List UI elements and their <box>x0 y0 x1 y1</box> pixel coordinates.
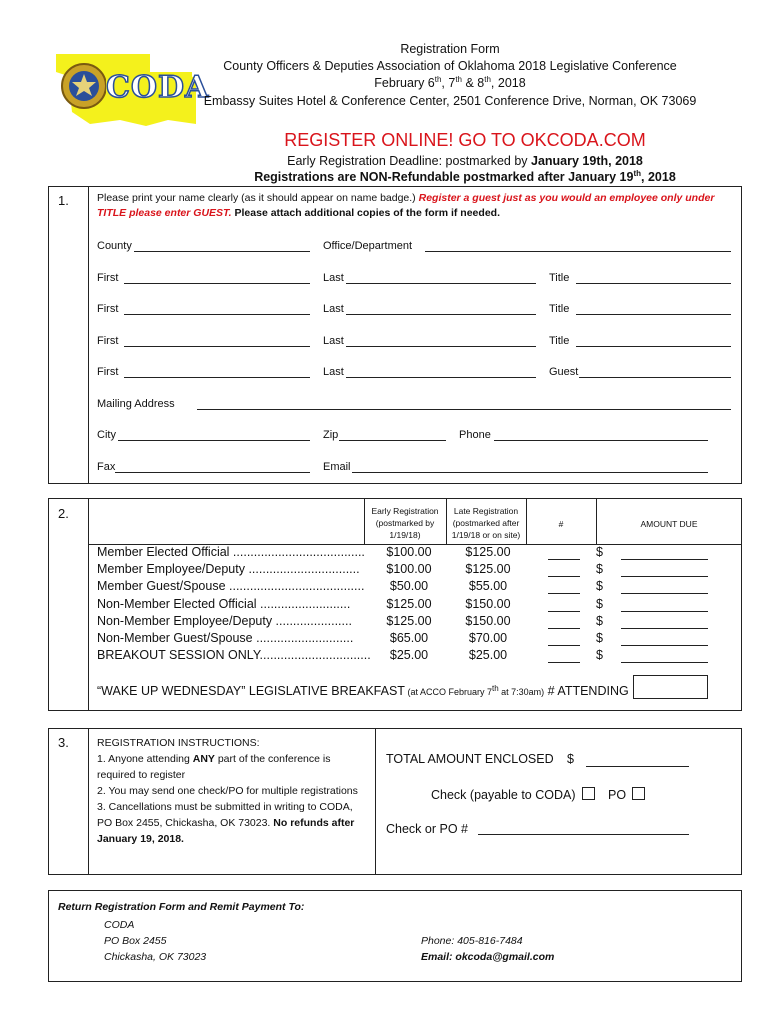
registration-type: BREAKOUT SESSION ONLY................................ <box>97 648 371 663</box>
title-label: Title <box>549 272 570 284</box>
amount-field[interactable] <box>621 576 708 577</box>
quantity-field[interactable] <box>548 593 580 594</box>
po-checkbox[interactable] <box>632 787 645 800</box>
email-field[interactable] <box>352 472 708 473</box>
early-col-header: Early Registration (postmarked by 1/19/18) <box>371 506 439 540</box>
early-price: $100.00 <box>386 562 432 577</box>
office-label: Office/Department <box>323 240 413 252</box>
last-name-label: Last <box>323 366 344 378</box>
first-name-field[interactable] <box>124 314 310 315</box>
last-name-field[interactable] <box>346 283 536 284</box>
early-deadline: Early Registration Deadline: postmarked by January 19th, 2018 <box>287 154 643 168</box>
zip-label: Zip <box>323 429 339 441</box>
first-name-field[interactable] <box>124 377 310 378</box>
first-name-label: First <box>97 272 119 284</box>
guest-field[interactable] <box>579 377 731 378</box>
checkpo-field[interactable] <box>478 834 689 835</box>
section-2-number: 2. <box>58 506 69 521</box>
first-name-label: First <box>97 335 119 347</box>
total-label: TOTAL AMOUNT ENCLOSED <box>386 752 554 766</box>
amount-field[interactable] <box>621 593 708 594</box>
title-field[interactable] <box>576 283 731 284</box>
title-label: Title <box>549 335 570 347</box>
last-name-field[interactable] <box>346 314 536 315</box>
amount-dollar: $ <box>596 596 603 611</box>
register-online-banner: REGISTER ONLINE! GO TO OKCODA.COM <box>284 130 646 150</box>
section-3-mid-divider <box>375 728 376 875</box>
amount-dollar: $ <box>596 613 603 628</box>
association-name: County Officers & Deputies Association of Oklahoma 2018 Legislative Conference <box>223 59 677 73</box>
late-price: $150.00 <box>465 596 511 611</box>
amount-dollar: $ <box>596 579 603 594</box>
breakfast-attending-input[interactable] <box>633 675 708 699</box>
first-name-field[interactable] <box>124 346 310 347</box>
section-3-divider <box>88 728 89 875</box>
total-field[interactable] <box>586 766 689 767</box>
venue: Embassy Suites Hotel & Conference Center, 2501 Conference Drive, Norman, OK 73069 <box>203 94 697 108</box>
amount-dollar: $ <box>596 562 603 577</box>
zip-field[interactable] <box>339 440 446 441</box>
breakfast-line: “WAKE UP WEDNESDAY” LEGISLATIVE BREAKFAST (at ACCO February 7th at 7:30am) # ATTENDING <box>97 684 629 698</box>
first-name-label: First <box>97 303 119 315</box>
last-name-label: Last <box>323 272 344 284</box>
early-price: $65.00 <box>389 631 429 645</box>
last-name-field[interactable] <box>346 346 536 347</box>
late-price: $70.00 <box>468 631 508 645</box>
fax-field[interactable] <box>115 472 310 473</box>
early-price: $25.00 <box>389 648 429 663</box>
early-price: $100.00 <box>386 545 432 559</box>
amount-field[interactable] <box>621 559 708 560</box>
quantity-field[interactable] <box>548 628 580 629</box>
amount-dollar: $ <box>596 631 603 645</box>
late-price: $125.00 <box>465 545 511 559</box>
registration-type: Member Guest/Spouse ....................................... <box>97 579 365 594</box>
payment-method: Check (payable to CODA) PO <box>431 787 645 802</box>
section-1-number: 1. <box>58 193 69 208</box>
first-name-field[interactable] <box>124 283 310 284</box>
quantity-field[interactable] <box>548 662 580 663</box>
phone-label: Phone <box>459 429 491 441</box>
logo-text: CODA <box>106 70 210 105</box>
registration-type: Member Elected Official ...................................... <box>97 545 365 559</box>
count-col-header: # <box>558 519 564 529</box>
last-name-field[interactable] <box>346 377 536 378</box>
amount-dollar: $ <box>596 648 603 663</box>
amount-field[interactable] <box>621 628 708 629</box>
registration-type: Non-Member Guest/Spouse ............................ <box>97 631 354 645</box>
early-price: $50.00 <box>389 579 429 594</box>
quantity-field[interactable] <box>548 559 580 560</box>
amount-field[interactable] <box>621 662 708 663</box>
last-name-label: Last <box>323 303 344 315</box>
amount-field[interactable] <box>621 645 708 646</box>
fax-label: Fax <box>97 461 116 473</box>
conference-dates: February 6th, 7th & 8th, 2018 <box>374 74 526 90</box>
nonrefundable-notice: Registrations are NON-Refundable postmarked after January 19th, 2018 <box>254 168 676 184</box>
check-checkbox[interactable] <box>582 787 595 800</box>
city-field[interactable] <box>118 440 310 441</box>
late-col-header: Late Registration (postmarked after 1/19/18 or on site) <box>451 506 521 540</box>
email-label: Email <box>323 461 351 473</box>
title-field[interactable] <box>576 314 731 315</box>
amount-dollar: $ <box>596 545 603 559</box>
form-title: Registration Form <box>400 42 500 56</box>
county-label: County <box>97 240 132 252</box>
quantity-field[interactable] <box>548 611 580 612</box>
checkpo-label: Check or PO # <box>386 822 468 836</box>
guest-label: Guest <box>549 366 579 378</box>
return-contact: Phone: 405-816-7484 Email: okcoda@gmail.com <box>421 935 555 963</box>
return-title: Return Registration Form and Remit Payment To: <box>58 901 305 913</box>
county-field[interactable] <box>134 251 310 252</box>
section-3-number: 3. <box>58 735 69 750</box>
mailing-label: Mailing Address <box>97 398 175 410</box>
registration-type: Non-Member Employee/Deputy ...................... <box>97 613 352 628</box>
mailing-field[interactable] <box>197 409 731 410</box>
office-field[interactable] <box>425 251 731 252</box>
registration-instructions: REGISTRATION INSTRUCTIONS: 1. Anyone attending ANY part of the conference is required to register 2. You may send one check/PO for multiple registrations 3. Cancellations must be submitted in writing to CODA, PO Box 2455, Chickasha, OK 73023. No refunds after January 19, 2018. <box>97 737 358 845</box>
early-price: $125.00 <box>386 596 432 611</box>
late-price: $150.00 <box>465 613 511 628</box>
amount-field[interactable] <box>621 611 708 612</box>
registration-type: Non-Member Elected Official .......................... <box>97 596 351 611</box>
late-price: $55.00 <box>468 579 508 594</box>
first-name-label: First <box>97 366 119 378</box>
phone-field[interactable] <box>494 440 708 441</box>
title-field[interactable] <box>576 346 731 347</box>
last-name-label: Last <box>323 335 344 347</box>
section-1-divider <box>88 186 89 484</box>
early-price: $125.00 <box>386 613 432 628</box>
city-label: City <box>97 429 116 441</box>
total-dollar: $ <box>567 752 574 766</box>
section-1-instructions: Please print your name clearly (as it should appear on name badge.) Register a guest just as you would an employee only under TITLE please enter GUEST. Please attach additional copies of the form if needed. <box>97 192 715 219</box>
return-address: CODA PO Box 2455 Chickasha, OK 73023 <box>104 919 207 963</box>
registration-type: Member Employee/Deputy ................................ <box>97 562 360 577</box>
title-label: Title <box>549 303 570 315</box>
quantity-field[interactable] <box>548 645 580 646</box>
late-price: $125.00 <box>465 562 511 577</box>
late-price: $25.00 <box>468 648 508 663</box>
quantity-field[interactable] <box>548 576 580 577</box>
amount-col-header: AMOUNT DUE <box>640 519 698 529</box>
